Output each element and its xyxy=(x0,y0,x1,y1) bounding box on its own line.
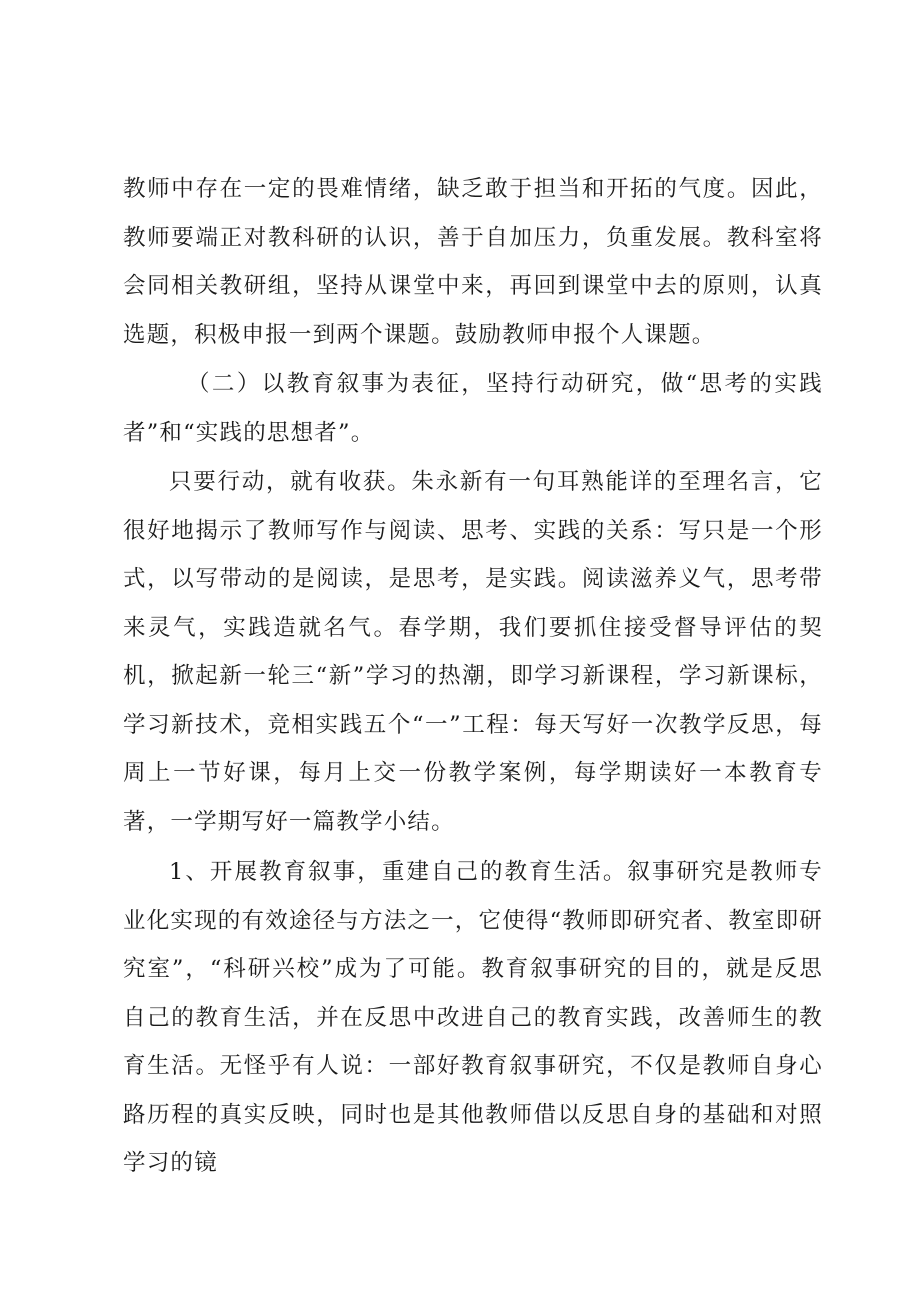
paragraph-2: 只要行动，就有收获。朱永新有一句耳熟能详的至理名言，它很好地揭示了教师写作与阅读、思考、实践的关系：写只是一个形式，以写带动的是阅读，是思考，是实践。阅读滋养义气，思考带来灵气，实践造就名气。春学期，我们要抓住接受督导评估的契机，掀起新一轮三“新”学习的热潮，即学习新课程，学习新课标，学习新技术，竞相实践五个“一”工程：每天写好一次教学反思，每周上一节好课，每月上交一份教学案例，每学期读好一本教育专著，一学期写好一篇教学小结。 xyxy=(123,469,823,835)
paragraph-1: 教师中存在一定的畏难情绪，缺乏敢于担当和开拓的气度。因此，教师要端正对教科研的认识，善于自加压力，负重发展。教科室将会同相关教研组，坚持从课堂中来，再回到课堂中去的原则，认真选题，积极申报一到两个课题。鼓励教师申报个人课题。 xyxy=(123,176,823,348)
paragraph-3: 1、开展教育叙事，重建自己的教育生活。叙事研究是教师专业化实现的有效途径与方法之一，它使得“教师即研究者、教室即研究室”，“科研兴校”成为了可能。教育叙事研究的目的，就是反思自己的教育生活，并在反思中改进自己的教育实践，改善师生的教育生活。无怪乎有人说：一部好教育叙事研究，不仅是教师自身心路历程的真实反映，同时也是其他教师借以反思自身的基础和对照学习的镜 xyxy=(123,859,824,1176)
paragraph-section-heading: （二）以教育叙事为表征，坚持行动研究，做“思考的实践者”和“实践的思想者”。 xyxy=(123,371,823,446)
